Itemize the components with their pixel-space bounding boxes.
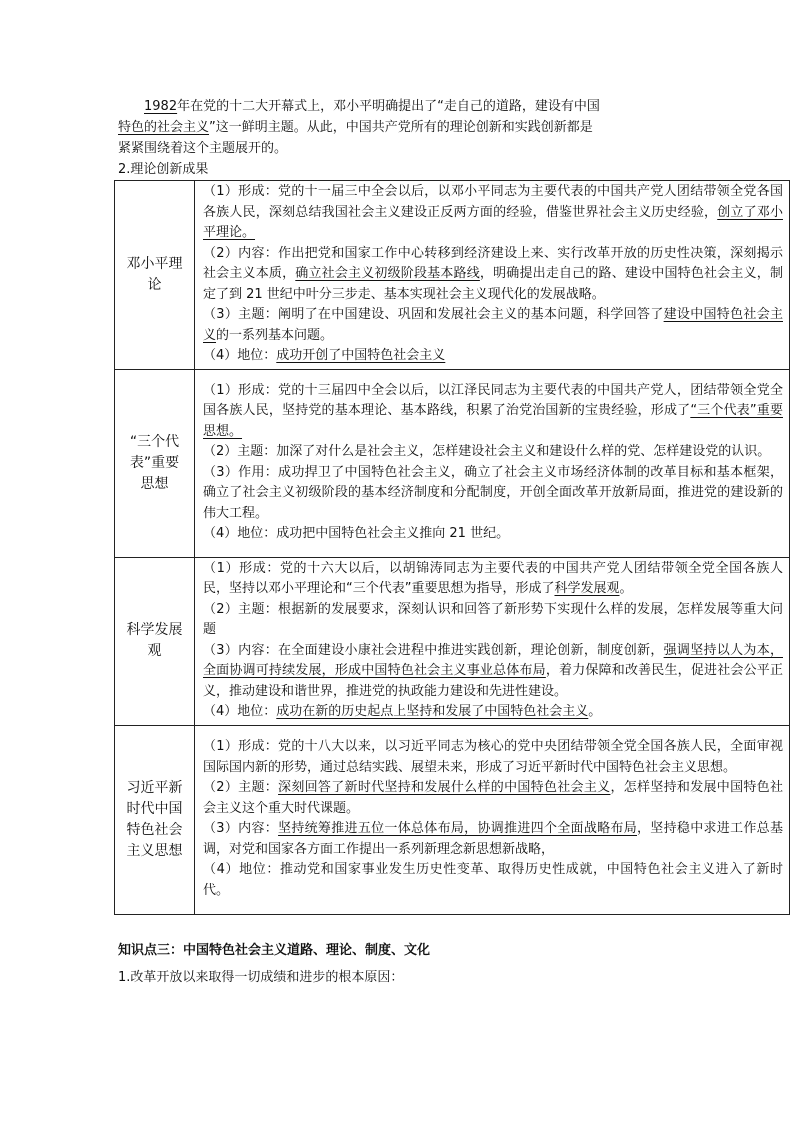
theory-achievements-table xyxy=(114,180,790,915)
item-text: （2）主题： xyxy=(203,780,279,795)
underlined-text: 成功开创了中国特色社会主义 xyxy=(276,348,446,363)
item-text: （1）形成：党的十一届三中全会以后，以邓小平同志为主要代表的中国共产党人团结带领全党各国各族人民，深刻总结我国社会主义建设正反两方面的经验，借鉴世界社会主义历史经验， xyxy=(203,184,783,220)
theme-item: （2）主题：加深了对什么是社会主义，怎样建设社会主义和建设什么样的党、怎样建设党的认识。 xyxy=(203,444,771,459)
item-text: （4）地位： xyxy=(203,704,277,719)
table-row xyxy=(115,181,790,370)
underlined-text: 建设中国特色社会主义 xyxy=(203,307,783,343)
table-row xyxy=(115,725,790,914)
status-item: （4）地位：成功把中国特色社会主义推向 21 世纪。 xyxy=(203,526,510,541)
content-item xyxy=(203,244,783,306)
knowledge-point-heading: 知识点三：中国特色社会主义道路、理论、制度、文化 xyxy=(118,943,431,958)
underlined-text: 创立了邓小平理论。 xyxy=(203,204,783,240)
item-text: 的一系列基本问题。 xyxy=(216,327,334,343)
theme-item: （2）主题：根据新的发展要求，深刻认识和回答了新形势下实现什么样的发展，怎样发展等重大问题 xyxy=(203,601,783,637)
item-text: 。 xyxy=(619,581,633,596)
row-content xyxy=(195,369,790,557)
section-heading: 2.理论创新成果 xyxy=(118,162,209,177)
item-text: ，怎样坚持和发展中国特色社会主义这个重大时代课题。 xyxy=(203,780,783,816)
intro-paragraph xyxy=(118,96,718,159)
status-item: （4）地位：推动党和国家事业发生历史性变革、取得历史性成就，中国特色社会主义进入了新时代。 xyxy=(203,862,783,898)
table-row xyxy=(115,369,790,557)
intro-line-2 xyxy=(118,117,718,138)
item-text: （1）形成：党的十六大以后，以胡锦涛同志为主要代表的中国共产党人团结带领全党全国各族人民，坚持以邓小平理论和“三个代表”重要思想为指导，形成了 xyxy=(203,560,783,596)
intro-text: ”这一鲜明主题。从此，中国共产党所有的理论创新和实践创新都是 xyxy=(209,120,593,135)
item-text: （2）内容：作出把党和国家工作中心转移到经济建设上来、实行改革开放的历史性决策，深刻揭示社会主义本质， xyxy=(203,245,783,281)
underlined-text: “三个代表”重要思想。 xyxy=(203,403,783,439)
formation-item xyxy=(203,182,783,244)
underlined-text: 成功在新的历史起点上坚持和发展了中国特色社会主义 xyxy=(276,704,589,719)
formation-item xyxy=(203,559,783,600)
table-row xyxy=(115,557,790,725)
role-item: （3）作用：成功捍卫了中国特色社会主义，确立了社会主义市场经济体制的改革目标和基本框架，确立了社会主义初级阶段的基本经济制度和分配制度，开创全面改革开放新局面，推进党的建设新的伟大工程。 xyxy=(203,464,783,521)
item-text: ，坚持稳中求进工作总基调，对党和国家各方面工作提出一系列新理念新思想新战略， xyxy=(203,821,783,857)
item-text: （3）内容： xyxy=(203,821,279,836)
item-text: （1）形成：党的十三届四中全会以后，以江泽民同志为主要代表的中国共产党人，团结带领全党全国各族人民，坚持党的基本理论、基本路线，积累了治党治国新的宝贵经验，形成了 xyxy=(203,382,783,418)
item-text: ，明确提出走自己的路、建设中国特色社会主义，制定了到 21 世纪中叶分三步走、基本实现社会主义现代化的发展战略。 xyxy=(203,266,783,302)
row-title: 习近平新时代中国特色社会主义思想 xyxy=(115,725,195,914)
underlined-text: 确立社会主义初级阶段基本路线 xyxy=(295,266,480,281)
formation-item: （1）形成：党的十八大以来，以习近平同志为核心的党中央团结带领全党全国各族人民，全面审视国际国内新的形势，通过总结实践、展望未来，形成了习近平新时代中国特色社会主义思想。 xyxy=(203,739,783,775)
row-title: 邓小平理论 xyxy=(115,181,195,370)
item-text: （3）主题：阐明了在中国建设、巩固和发展社会主义的基本问题，科学回答了 xyxy=(203,307,664,322)
underlined-text: 强调坚持以人为本，全面协调可持续发展，形成中国特色社会主义事业总体布局 xyxy=(203,642,783,678)
underlined-phrase: 特色的社会主义 xyxy=(118,120,210,135)
theme-item xyxy=(203,305,783,346)
formation-item xyxy=(203,381,783,443)
content-item xyxy=(203,819,783,860)
underlined-text: 深刻回答了新时代坚持和发展什么样的中国特色社会主义 xyxy=(278,780,611,795)
point-item-1: 1.改革开放以来取得一切成绩和进步的根本原因： xyxy=(118,970,404,985)
intro-line-1 xyxy=(118,96,718,117)
status-item xyxy=(203,702,783,723)
status-item xyxy=(203,346,783,367)
item-text: ，着力保障和改善民生，促进社会公平正义，推动建设和谐世界，推进党的执政能力建设和先进性建设。 xyxy=(203,663,783,699)
underlined-year: 1982 xyxy=(144,99,178,114)
underlined-text: 科学发展观 xyxy=(554,581,620,596)
theme-item xyxy=(203,778,783,819)
row-content xyxy=(195,181,790,370)
intro-line-3: 紧紧围绕着这个主题展开的。 xyxy=(118,141,288,156)
underlined-text: 坚持统筹推进五位一体总体布局，协调推进四个全面战略布局 xyxy=(278,821,638,836)
intro-text: 年在党的十二大开幕式上，邓小平明确提出了“走自己的道路，建设有中国 xyxy=(177,99,600,114)
item-text: 。 xyxy=(588,704,602,719)
item-text: （4）地位： xyxy=(203,348,277,363)
content-item xyxy=(203,641,783,703)
row-title: “三个代表”重要思想 xyxy=(115,369,195,557)
row-content xyxy=(195,725,790,914)
row-content xyxy=(195,557,790,725)
row-title: 科学发展观 xyxy=(115,557,195,725)
item-text: （3）内容：在全面建设小康社会进程中推进实践创新，理论创新，制度创新， xyxy=(203,642,664,658)
